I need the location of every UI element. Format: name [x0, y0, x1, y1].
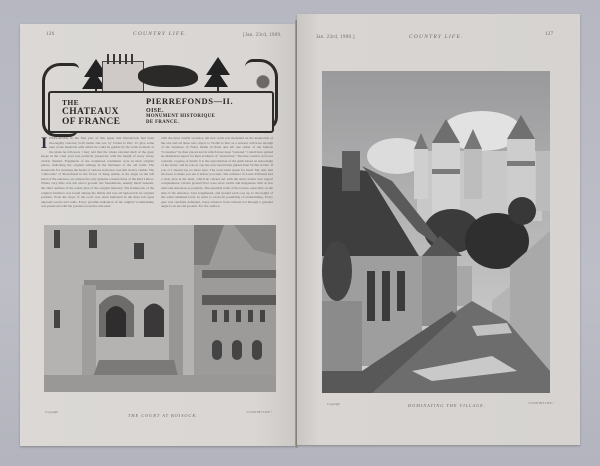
right-date: Jan. 23rd, 1909.] — [316, 35, 355, 40]
article-title: PIERREFONDS—II. — [146, 96, 234, 106]
designation-line-2: DE FRANCE. — [146, 120, 180, 125]
right-photo-credit: Copyright — [327, 402, 340, 406]
tree-icon — [204, 69, 228, 87]
column-1-text: EXPLAINED in the first part of this paper that Pierrefonds had been thoroughly restored, both inside and out, by Viollet le Duc. To give some idea of the materials with which he could be guided by the walls as much as the plans he followed, I may add that the whole external shell of the great keeps in the court yard was perfectly preserved, with the height of every storey clearly marked. Fragments of the sculptured ornaments were in their original places, indicating the original settings in the thickness of the old walls. The stonework for restoring the heads of various staircases was still clearly visible. The "cellrooms" of Pierrefonds in the Tower of King Arthur, at the angle on the left hand of the entrance, are almost the only genuine constructions of the kind I know. Where very little was left above ground, the foundations, usually intact beneath, the chief outlines of the whole plan of the original masonry. The framework of the original windows was found among the débris and was all replaced in its original position. Even the slope of the roofs was often indicated in the lines left upon adjacent towers and walls. Every possible indication of the original workmanship was preserved with the greatest reverence and used — [41, 136, 154, 209]
left-photo-caption: THE COURT AT BOISOCK. — [128, 413, 199, 418]
village-photo — [322, 71, 550, 393]
left-photo-credit-right: "COUNTRY LIFE." — [246, 410, 273, 414]
left-photo-credit: Copyright — [45, 410, 58, 414]
right-photo-credit-right: "COUNTRY LIFE." — [528, 401, 555, 405]
body-column-2 — [161, 136, 273, 222]
article-subtitle: OISE. — [146, 108, 164, 114]
left-date: [Jan. 23rd, 1909. — [243, 33, 282, 38]
bird-illustration — [138, 65, 198, 87]
village-photo-illustration — [322, 71, 550, 393]
designation-line-1: MONUMENT HISTORIQUE — [146, 114, 216, 119]
right-running-head: COUNTRY LIFE. — [409, 34, 464, 40]
series-title: THE CHATEAUX OF FRANCE — [62, 98, 121, 127]
court-photo-illustration — [44, 225, 276, 392]
body-column-1 — [41, 136, 154, 222]
court-photo — [44, 225, 276, 392]
left-running-head: COUNTRY LIFE. — [133, 31, 188, 37]
right-page-number: 127 — [545, 32, 554, 37]
drop-cap: I — [41, 136, 48, 152]
title-banner — [42, 57, 278, 131]
left-page-number: 126 — [46, 32, 55, 37]
right-photo-caption: DOMINATING THE VILLAGE. — [408, 403, 486, 408]
column-2-text: with the most careful accuracy. All new work was modelled on the inspiration of the old, and all those who object to Viollet le Duc as a restorer will have enough of the Sentence of Notre Dame in Paris and tell one rather of the famous "Croisettes" he then placed and in which have been "restored." I shall have gained an additional respect for their evidence of "restoration." The true creative art is not a merely copying of detail; it is the reproduction of the spirit based on knowledge of the better; and he was as one has ever been better guided than Viollet le Duc. If you or I should say no more here. The work must speak for itself. My only aim has been to make you see it before you start. The architect of Louis d'Orléans had a clear plan in his head, which he carried out with the most artistic and logical completeness. On the ground floor were store rooms and magazines with as few exits and entrances as possible. The essential walls of the towers, especially on the side of the entrance, were lengthened, and ground each rose up so the height of the walls remained level, in order to avoid all possibility of undermining. Every gate was carefully defended, every entrance from without led through a guarded angle to its second postern. For the outdoor — [161, 136, 273, 209]
